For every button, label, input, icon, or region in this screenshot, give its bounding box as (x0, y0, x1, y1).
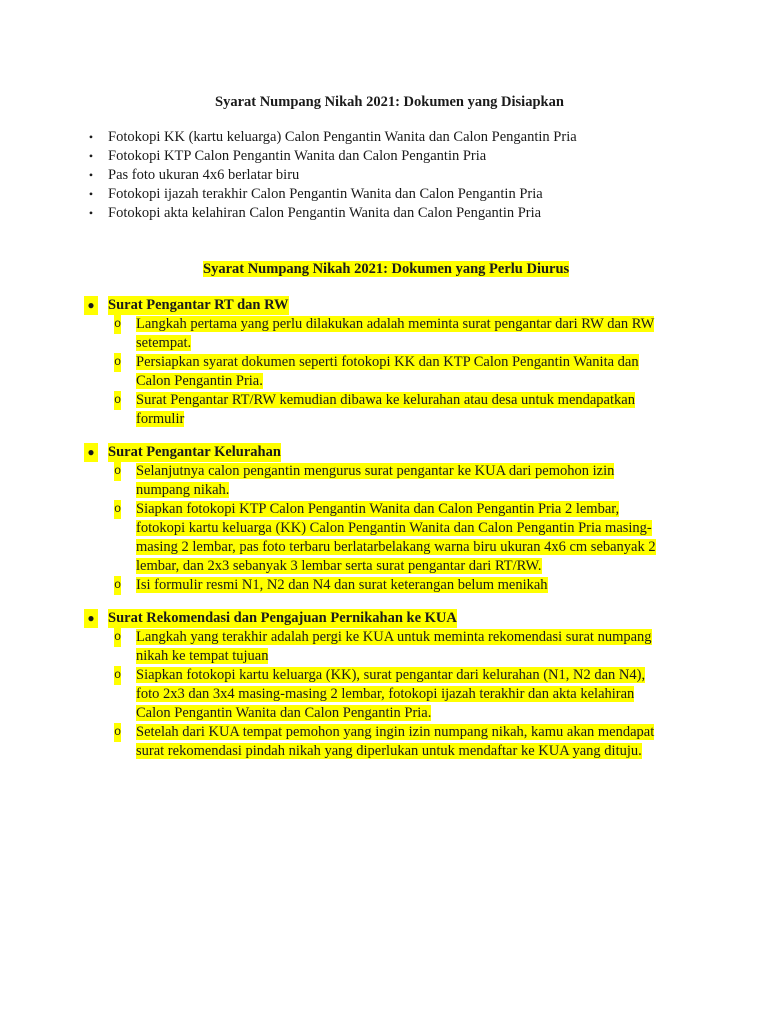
sub-item-text: Setelah dari KUA tempat pemohon yang ingin izin numpang nikah, kamu akan mendapat surat rekomendasi pindah nikah yang diperlukan untuk mendaftar ke KUA yang dituju. (136, 724, 655, 759)
sub-item-text: Surat Pengantar RT/RW kemudian dibawa ke kelurahan atau desa untuk mendapatkan formulir (136, 392, 635, 427)
highlighted-heading-text: Syarat Numpang Nikah 2021: Dokumen yang Perlu Diurus (203, 261, 570, 277)
circle-bullet-icon: o (114, 462, 121, 481)
bullet-icon: ● (84, 609, 98, 628)
sub-list (84, 462, 724, 595)
list-item (84, 204, 724, 223)
circle-bullet-icon: o (114, 500, 121, 519)
sub-list-item (84, 315, 684, 353)
section-title: Surat Pengantar Kelurahan (108, 444, 281, 460)
circle-bullet-icon: o (114, 666, 121, 685)
sub-list-item (84, 391, 684, 429)
section-rt-rw (84, 296, 724, 429)
section-title-row (84, 609, 724, 628)
list-item-text: Fotokopi ijazah terakhir Calon Pengantin Wanita dan Calon Pengantin Pria (108, 186, 543, 202)
sub-list-item (84, 500, 684, 576)
section-heading-documents-prepared: Syarat Numpang Nikah 2021: Dokumen yang Disiapkan (215, 94, 564, 110)
circle-bullet-icon: o (114, 315, 121, 334)
bullet-icon: • (88, 187, 94, 201)
section-kelurahan (84, 443, 724, 595)
sub-list-item (84, 628, 684, 666)
section-heading-documents-to-process (203, 260, 569, 279)
section-title-row (84, 443, 724, 462)
sub-list (84, 628, 724, 761)
bullet-icon: ● (84, 443, 98, 462)
section-title-row (84, 296, 724, 315)
sub-list-item (84, 576, 684, 595)
list-item (84, 185, 724, 204)
circle-bullet-icon: o (114, 391, 121, 410)
list-item-text: Fotokopi KK (kartu keluarga) Calon Pengantin Wanita dan Calon Pengantin Pria (108, 129, 577, 145)
sub-list-item (84, 666, 684, 723)
circle-bullet-icon: o (114, 723, 121, 742)
list-item (84, 147, 724, 166)
list-item-text: Pas foto ukuran 4x6 berlatar biru (108, 167, 300, 183)
section-kua-recommendation (84, 609, 724, 761)
sub-item-text: Selanjutnya calon pengantin mengurus surat pengantar ke KUA dari pemohon izin numpang nikah. (136, 463, 615, 498)
list-item-text: Fotokopi KTP Calon Pengantin Wanita dan Calon Pengantin Pria (108, 148, 487, 164)
sub-list-item (84, 462, 684, 500)
sub-item-text: Persiapkan syarat dokumen seperti fotokopi KK dan KTP Calon Pengantin Wanita dan Calon Pengantin Pria. (136, 354, 639, 389)
list-item (84, 128, 724, 147)
bullet-icon: ● (84, 296, 98, 315)
list-item-text: Fotokopi akta kelahiran Calon Pengantin Wanita dan Calon Pengantin Pria (108, 205, 542, 221)
sub-item-text: Isi formulir resmi N1, N2 dan N4 dan surat keterangan belum menikah (136, 577, 548, 593)
circle-bullet-icon: o (114, 628, 121, 647)
circle-bullet-icon: o (114, 576, 121, 595)
bullet-icon: • (88, 149, 94, 163)
bullet-icon: • (88, 206, 94, 220)
bullet-icon: • (88, 168, 94, 182)
sub-list-item (84, 723, 684, 761)
section-title: Surat Rekomendasi dan Pengajuan Pernikahan ke KUA (108, 610, 457, 626)
sub-list (84, 315, 724, 429)
sub-list-item (84, 353, 684, 391)
sub-item-text: Siapkan fotokopi kartu keluarga (KK), surat pengantar dari kelurahan (N1, N2 dan N4), foto 2x3 dan 3x4 masing-masing 2 lembar, fotokopi ijazah terakhir dan akta kelahiran Calon Pengantin Wanita dan Calon Pengantin Pria. (136, 667, 646, 721)
bullet-icon: • (88, 130, 94, 144)
section-title: Surat Pengantar RT dan RW (108, 297, 289, 313)
circle-bullet-icon: o (114, 353, 121, 372)
documents-list (84, 128, 724, 223)
sub-item-text: Langkah yang terakhir adalah pergi ke KUA untuk meminta rekomendasi surat numpang nikah ke tempat tujuan (136, 629, 652, 664)
sub-item-text: Langkah pertama yang perlu dilakukan adalah meminta surat pengantar dari RW dan RW setempat. (136, 316, 655, 351)
sub-item-text: Siapkan fotokopi KTP Calon Pengantin Wanita dan Calon Pengantin Pria 2 lembar, fotokopi kartu keluarga (KK) Calon Pengantin Wanita dan Calon Pengantin Pria masing- masing 2 lembar, pas foto terbaru berlatarbelakang warna biru ukuran 4x6 cm sebanyak 2 lembar, dan 2x3 sebanyak 3 lembar serta surat pengantar dari RT/RW. (136, 501, 656, 574)
list-item (84, 166, 724, 185)
